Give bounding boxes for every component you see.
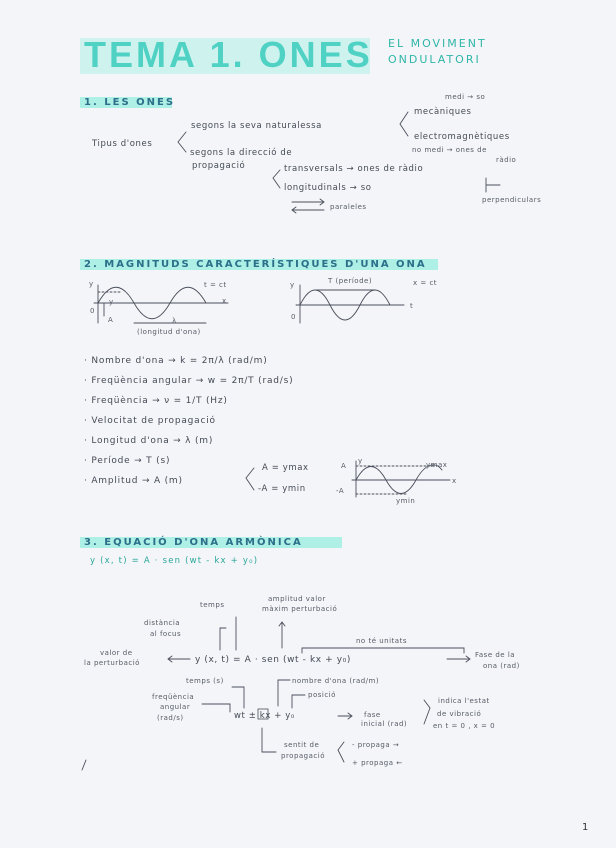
line-freq: [202, 704, 230, 712]
brace-sentit: [338, 742, 344, 762]
graph1-ysmall: y: [109, 298, 114, 306]
graph3-ymax: ymax: [426, 461, 448, 469]
label-indica-2: de vibració: [437, 710, 482, 718]
graph2-origin: 0: [291, 313, 296, 321]
graph3-y: y: [358, 457, 363, 465]
arrow-amplitud: [279, 622, 285, 648]
label-valor-2: la perturbació: [84, 659, 140, 667]
graph3-ymin: ymin: [396, 497, 416, 505]
graph1-a: A: [108, 316, 114, 324]
arrow-fase: [447, 656, 470, 662]
brace-fase-ini: [424, 700, 430, 724]
overbrace-no-unitats: [302, 648, 464, 653]
graph2-y: y: [290, 281, 295, 289]
section2-heading: 2. MAGNITUDS CARACTERÍSTIQUES D'UNA ONA: [84, 259, 427, 270]
graph3-na: -A: [336, 487, 345, 495]
bullet-amplitud: · Amplitud → A (m): [84, 476, 183, 486]
label-amplitud-1: amplitud valor: [268, 595, 326, 603]
graph1-tct: t = ct: [204, 281, 227, 289]
graph2-xct: x = ct: [413, 279, 438, 287]
arrow-paraleles-bot: [292, 207, 324, 213]
label-valor-1: valor de: [100, 649, 133, 657]
mecaniques: mecàniques: [414, 107, 472, 117]
subtitle-line-1: EL MOVIMENT: [388, 37, 487, 50]
longitudinals: longitudinals → so: [284, 183, 372, 193]
line-nombre-ona: [278, 680, 290, 706]
line-posicio: [292, 695, 305, 708]
naturalesa-label: segons la seva naturalessa: [191, 121, 322, 131]
brace-naturalesa: [400, 112, 408, 136]
label-indica-1: indica l'estat: [438, 697, 490, 705]
label-nombre-ona: nombre d'ona (rad/m): [292, 677, 380, 685]
bullet-periode: · Període → T (s): [84, 456, 171, 466]
label-posicio: posició: [308, 691, 336, 699]
label-propaga-plus: + propaga ←: [352, 759, 403, 767]
label-no-unitats: no té unitats: [356, 637, 407, 645]
line-distancia: [220, 628, 226, 650]
bullet-frequencia: · Freqüència → ν = 1/T (Hz): [84, 396, 228, 406]
stray-mark: [82, 760, 86, 770]
bullet-velocitat: · Velocitat de propagació: [84, 416, 216, 426]
label-distancia-2: al focus: [150, 630, 182, 638]
tipus-label: Tipus d'ones: [92, 139, 153, 149]
label-freq-3: (rad/s): [157, 714, 184, 722]
label-indica-3: en t = 0 , x = 0: [433, 722, 496, 730]
graph1-label: (longitud d'ona): [137, 328, 201, 336]
label-temps: temps: [200, 601, 225, 609]
paraleles: paraleles: [330, 203, 367, 211]
direccio-label-2: propagació: [192, 161, 246, 171]
arrow-paraleles-top: [292, 199, 324, 205]
subtitle-line-2: ONDULATORI: [388, 53, 481, 66]
medi-so: medi → so: [445, 93, 486, 101]
label-fase-ini-2: inicial (rad): [361, 720, 408, 728]
perpendiculars: perpendiculars: [482, 196, 542, 204]
amp-ymin: -A = ymin: [258, 484, 306, 494]
label-fase-1: Fase de la: [475, 651, 516, 659]
brace-direccio: [273, 170, 280, 188]
perp-marker: [486, 178, 500, 192]
direccio-label-1: segons la direcció de: [190, 148, 293, 158]
section1-heading: 1. LES ONES: [84, 97, 176, 108]
label-freq-2: angular: [160, 703, 191, 711]
label-propaga-minus: - propaga →: [352, 741, 400, 749]
line-temps-s: [232, 687, 244, 708]
graph3-a: A: [341, 462, 347, 470]
page-number: 1: [582, 822, 589, 833]
no-medi: no medi → ones de: [412, 146, 487, 154]
graph2-periode: T (període): [328, 277, 373, 285]
bullet-nombre-ona: · Nombre d'ona → k = 2π/λ (rad/m): [84, 356, 268, 366]
wave-equation: y (x, t) = A · sen (wt - kx + y₀): [90, 556, 259, 566]
bullet-freq-angular: · Freqüència angular → w = 2π/T (rad/s): [84, 376, 294, 386]
section3-heading: 3. EQUACIÓ D'ONA ARMÒNICA: [84, 537, 303, 548]
arrow-fase-ini: [338, 713, 352, 719]
graph1-origin: 0: [90, 307, 95, 315]
label-fase-2: ona (rad): [483, 662, 520, 670]
graph3-wave: [356, 465, 442, 494]
label-sentit-1: sentit de: [284, 741, 320, 749]
graph2-t: t: [410, 302, 414, 310]
label-amplitud-2: màxim perturbació: [262, 605, 338, 613]
graph1-y: y: [89, 280, 94, 288]
label-sentit-2: propagació: [281, 752, 325, 760]
sign-box: [258, 709, 268, 719]
wt-part: wt ± kx + y₀: [234, 711, 295, 721]
graph1-lambda: λ: [172, 317, 177, 325]
page-title: TEMA 1. ONES: [84, 34, 373, 75]
transversals: transversals → ones de ràdio: [284, 164, 424, 174]
graph3-x: x: [452, 477, 457, 485]
bullet-longitud: · Longitud d'ona → λ (m): [84, 436, 214, 446]
amp-ymax: A = ymax: [262, 463, 309, 473]
brace-tipus: [178, 132, 186, 152]
label-freq-1: freqüència: [152, 693, 195, 701]
label-fase-ini-1: fase: [364, 711, 381, 719]
radio: ràdio: [496, 156, 517, 164]
graph1-x: x: [222, 297, 227, 305]
label-distancia-1: distància: [144, 619, 181, 627]
brace-amplitud: [246, 468, 254, 490]
line-sentit: [262, 728, 276, 752]
label-temps-s: temps (s): [186, 677, 224, 685]
main-equation: y (x, t) = A · sen (wt - kx + y₀): [195, 655, 351, 665]
electromagnetiques: electromagnètiques: [414, 132, 510, 142]
arrow-valor: [168, 656, 190, 662]
